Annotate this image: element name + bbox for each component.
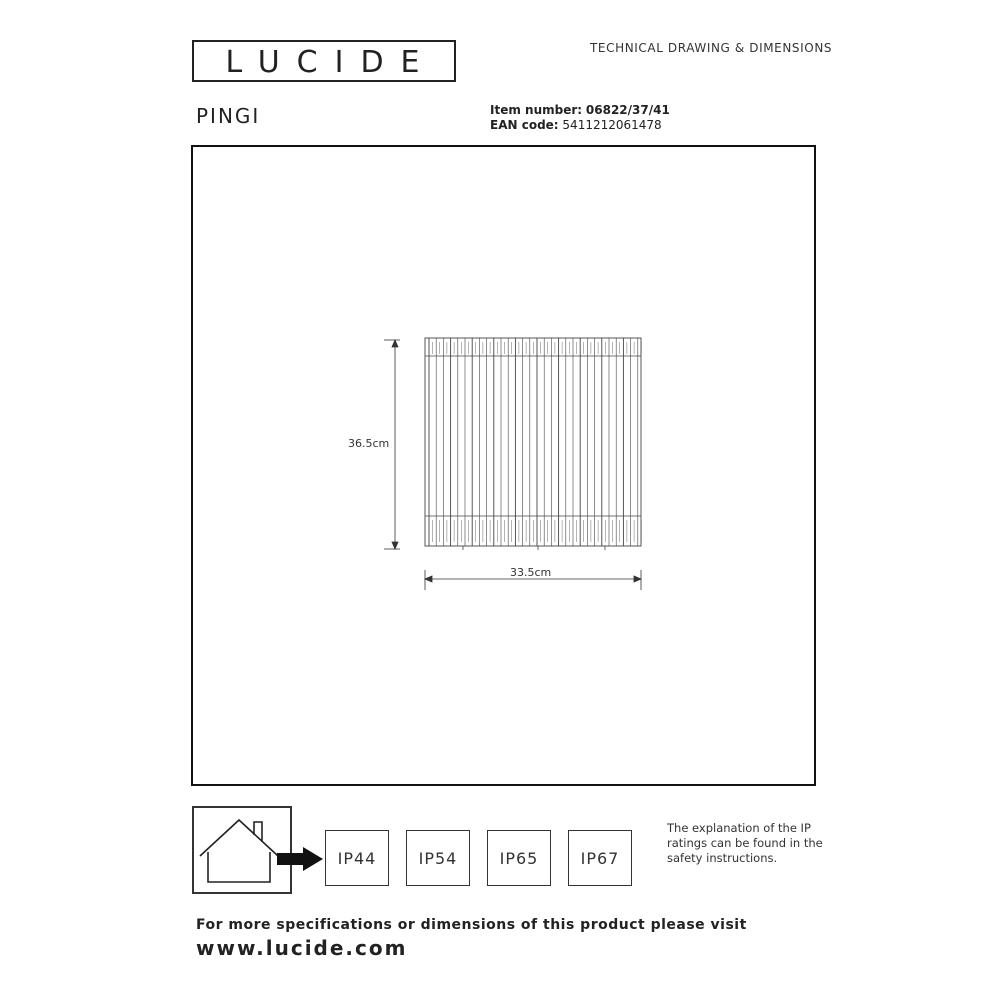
- ip-rating-ip65: IP65: [487, 830, 551, 886]
- footer-website-link[interactable]: www.lucide.com: [196, 936, 408, 960]
- lamp-outline: [425, 338, 641, 546]
- footer-info-text: For more specifications or dimensions of this product please visit: [196, 917, 747, 933]
- item-number-label: Item number:: [490, 103, 583, 117]
- brand-logo: [192, 40, 456, 82]
- item-number-line: [490, 103, 670, 117]
- document-type-label: TECHNICAL DRAWING & DIMENSIONS: [590, 41, 833, 55]
- ean-code-value: 5411212061478: [562, 118, 662, 132]
- lamp-technical-drawing: [330, 330, 660, 600]
- ip-ratings-note: The explanation of the IP ratings can be found in the safety instructions.: [667, 821, 823, 865]
- height-dimension-label: 36.5cm: [348, 437, 390, 450]
- lamp-slats: [429, 338, 641, 546]
- item-number-value: 06822/37/41: [585, 103, 670, 117]
- ip-rating-ip44: IP44: [325, 830, 389, 886]
- arrow-right-icon: [275, 845, 325, 873]
- ip-rating-ip54: IP54: [406, 830, 470, 886]
- logo-text: LUCIDE: [225, 45, 437, 80]
- ip-rating-ip67: IP67: [568, 830, 632, 886]
- width-dimension-label: 33.5cm: [510, 566, 552, 579]
- ean-code-label: EAN code:: [490, 118, 559, 132]
- product-name: PINGI: [196, 104, 261, 128]
- ean-code-line: [490, 118, 662, 132]
